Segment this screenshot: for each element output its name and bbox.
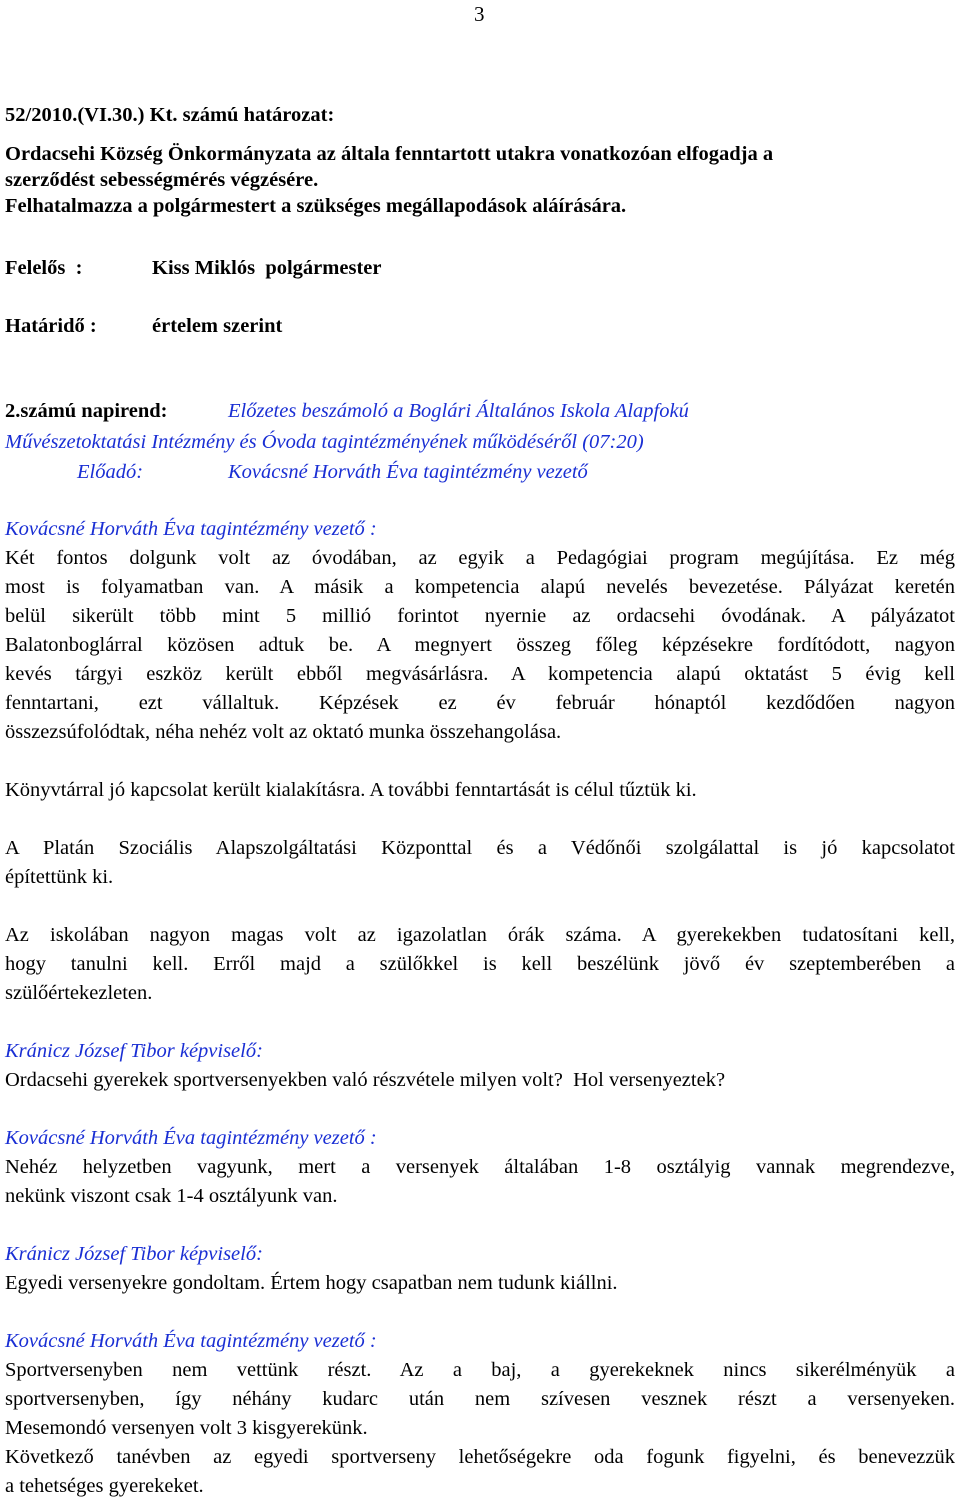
paragraph-line: Könyvtárral jó kapcsolat került kialakításra. A további fenntartását is célul tűztük ki.: [5, 779, 697, 801]
agenda-number: 2.számú napirend:: [5, 400, 168, 422]
agenda-title-line: Művészetoktatási Intézmény és Óvoda tagintézményének működéséről (07:20): [5, 431, 644, 453]
responsible-value: Kiss Miklós polgármester: [152, 257, 382, 279]
paragraph-line: nekünk viszont csak 1-4 osztályunk van.: [5, 1185, 338, 1207]
responsible-label: Felelős :: [5, 257, 83, 279]
paragraph-line: Sportversenyben nem vettünk részt. Az a baj, a gyerekeknek nincs sikerélményük a: [5, 1359, 955, 1381]
deadline-value: értelem szerint: [152, 315, 283, 337]
paragraph-line: Az iskolában nagyon magas volt az igazolatlan órák száma. A gyerekekben tudatosítani kell,: [5, 924, 955, 946]
page-number: 3: [474, 2, 485, 26]
paragraph-line: Következő tanévben az egyedi sportverseny lehetőségekre oda fogunk figyelni, és benevezzük: [5, 1446, 955, 1468]
deadline-label: Határidő :: [5, 315, 97, 337]
resolution-text-line: Ordacsehi Község Önkormányzata az általa fenntartott utakra vonatkozóan elfogadja a: [5, 143, 774, 165]
presenter-label: Előadó:: [77, 461, 144, 483]
paragraph-line: belül sikerült több mint 5 millió forintot nyernie az ordacsehi óvodának. A pályázatot: [5, 605, 955, 627]
resolution-title: 52/2010.(VI.30.) Kt. számú határozat:: [5, 104, 335, 126]
speaker-heading: Kovácsné Horváth Éva tagintézmény vezető :: [5, 1330, 377, 1352]
paragraph-line: Két fontos dolgunk volt az óvodában, az egyik a Pedagógiai program megújítása. Ez még: [5, 547, 955, 569]
paragraph-line: kevés tárgyi eszköz került ebből megvásárlásra. A kompetencia alapú oktatást 5 évig kell: [5, 663, 955, 685]
paragraph-line: Nehéz helyzetben vagyunk, mert a versenyek általában 1-8 osztályig vannak megrendezve,: [5, 1156, 955, 1178]
paragraph-line: szülőértekezleten.: [5, 982, 153, 1004]
paragraph-line: hogy tanulni kell. Erről majd a szülőkkel is kell beszélünk jövő év szeptemberében a: [5, 953, 955, 975]
paragraph-line: Egyedi versenyekre gondoltam. Értem hogy csapatban nem tudunk kiállni.: [5, 1272, 618, 1294]
resolution-text-line: szerződést sebességmérés végzésére.: [5, 169, 319, 191]
speaker-heading: Kovácsné Horváth Éva tagintézmény vezető :: [5, 1127, 377, 1149]
speaker-heading: Kránicz József Tibor képviselő:: [5, 1243, 263, 1265]
paragraph-line: A Platán Szociális Alapszolgáltatási Központtal és a Védőnői szolgálattal is jó kapcsolatot: [5, 837, 955, 859]
paragraph-line: fenntartani, ezt vállaltuk. Képzések ez év február hónaptól kezdődően nagyon: [5, 692, 955, 714]
paragraph-line: sportversenyben, így néhány kudarc után nem szívesen vesznek részt a versenyeken.: [5, 1388, 955, 1410]
paragraph-line: Mesemondó versenyen volt 3 kisgyerekünk.: [5, 1417, 368, 1439]
presenter-value: Kovácsné Horváth Éva tagintézmény vezető: [228, 461, 588, 483]
speaker-heading: Kovácsné Horváth Éva tagintézmény vezető :: [5, 518, 377, 540]
paragraph-line: most is folyamatban van. A másik a kompetencia alapú nevelés bevezetése. Pályázat keretén: [5, 576, 955, 598]
speaker-heading: Kránicz József Tibor képviselő:: [5, 1040, 263, 1062]
paragraph-line: építettünk ki.: [5, 866, 114, 888]
agenda-title-line: Előzetes beszámoló a Boglári Általános Iskola Alapfokú: [228, 400, 689, 422]
resolution-text-line: Felhatalmazza a polgármestert a szükséges megállapodások aláírására.: [5, 195, 627, 217]
paragraph-line: a tehetséges gyerekeket.: [5, 1475, 204, 1497]
paragraph-line: Ordacsehi gyerekek sportversenyekben való részvétele milyen volt? Hol versenyeztek?: [5, 1069, 726, 1091]
paragraph-line: Balatonboglárral közösen adtuk be. A megnyert összeg főleg képzésekre fordítódott, nagyon: [5, 634, 955, 656]
paragraph-line: összezsúfolódtak, néha nehéz volt az oktató munka összehangolása.: [5, 721, 562, 743]
